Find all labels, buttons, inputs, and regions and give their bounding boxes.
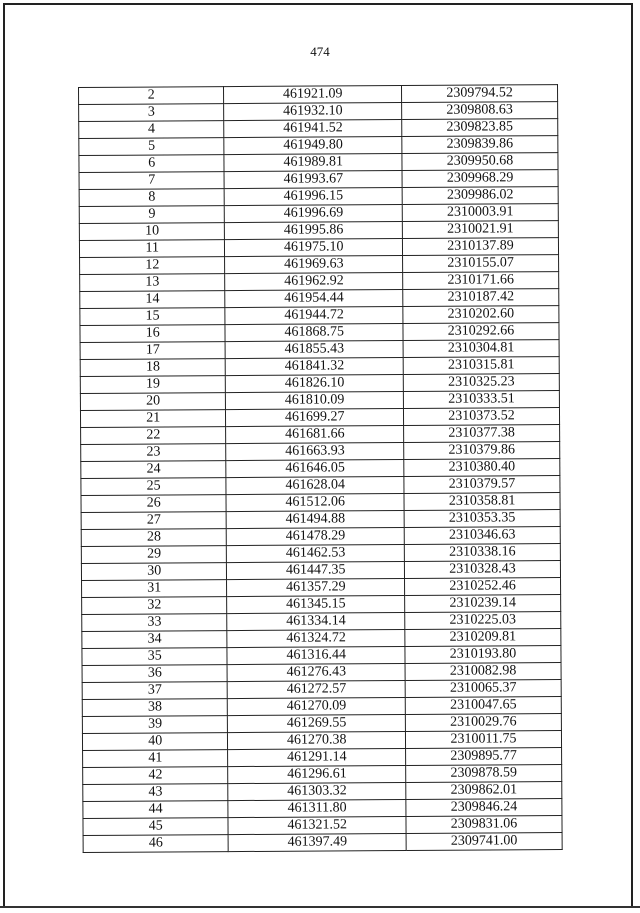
point-number-cell: 18 — [80, 359, 226, 377]
point-number-cell: 41 — [83, 750, 229, 768]
y-coordinate-cell: 2310003.91 — [402, 204, 558, 222]
y-coordinate-cell: 2309862.01 — [406, 782, 562, 800]
point-number-cell: 20 — [80, 393, 226, 411]
x-coordinate-cell: 461270.38 — [228, 732, 406, 750]
y-coordinate-cell: 2310193.80 — [405, 646, 561, 664]
table-row — [82, 646, 561, 666]
x-coordinate-cell: 461995.86 — [225, 222, 403, 240]
table-row — [80, 272, 559, 292]
table-row — [81, 561, 560, 581]
x-coordinate-cell: 461334.14 — [227, 613, 405, 631]
x-coordinate-cell: 461512.06 — [226, 494, 404, 512]
x-coordinate-cell: 461646.05 — [226, 460, 404, 478]
y-coordinate-cell: 2309839.86 — [402, 136, 558, 154]
point-number-cell: 24 — [81, 461, 227, 479]
point-number-cell: 12 — [80, 257, 226, 275]
x-coordinate-cell: 461954.44 — [225, 290, 403, 308]
point-number-cell: 43 — [83, 784, 229, 802]
point-number-cell: 28 — [81, 529, 227, 547]
point-number-cell: 23 — [81, 444, 227, 462]
y-coordinate-cell: 2310292.66 — [403, 323, 559, 341]
x-coordinate-cell: 461681.66 — [226, 426, 404, 444]
table-row — [82, 663, 561, 683]
x-coordinate-cell: 461932.10 — [224, 103, 402, 121]
y-coordinate-cell: 2309986.02 — [402, 187, 558, 205]
coordinates-table-body — [79, 85, 563, 853]
x-coordinate-cell: 461311.80 — [228, 800, 406, 818]
point-number-cell: 40 — [82, 733, 228, 751]
point-number-cell: 33 — [82, 614, 228, 632]
table-row — [82, 714, 561, 734]
y-coordinate-cell: 2310252.46 — [405, 578, 561, 596]
y-coordinate-cell: 2309808.63 — [402, 102, 558, 120]
y-coordinate-cell: 2309968.29 — [402, 170, 558, 188]
x-coordinate-cell: 461975.10 — [225, 239, 403, 257]
point-number-cell: 16 — [80, 325, 226, 343]
y-coordinate-cell: 2310011.75 — [405, 731, 561, 749]
point-number-cell: 26 — [81, 495, 227, 513]
table-row — [82, 595, 561, 615]
x-coordinate-cell: 461826.10 — [226, 375, 404, 393]
table-row — [79, 119, 558, 139]
x-coordinate-cell: 461962.92 — [225, 273, 403, 291]
x-coordinate-cell: 461296.61 — [228, 766, 406, 784]
page-number: 474 — [310, 44, 330, 59]
y-coordinate-cell: 2310137.89 — [402, 238, 558, 256]
x-coordinate-cell: 461462.53 — [227, 545, 405, 563]
point-number-cell: 2 — [79, 87, 225, 105]
point-number-cell: 27 — [81, 512, 227, 530]
x-coordinate-cell: 461944.72 — [225, 307, 403, 325]
table-row — [81, 510, 560, 530]
table-row — [80, 255, 559, 275]
x-coordinate-cell: 461316.44 — [227, 647, 405, 665]
point-number-cell: 19 — [80, 376, 226, 394]
x-coordinate-cell: 461272.57 — [228, 681, 406, 699]
y-coordinate-cell: 2310338.16 — [404, 544, 560, 562]
y-coordinate-cell: 2310358.81 — [404, 493, 560, 511]
x-coordinate-cell: 461996.15 — [225, 188, 403, 206]
y-coordinate-cell: 2310353.35 — [404, 510, 560, 528]
y-coordinate-cell: 2310171.66 — [403, 272, 559, 290]
y-coordinate-cell: 2310304.81 — [403, 340, 559, 358]
table-row — [79, 153, 558, 173]
point-number-cell: 35 — [82, 648, 228, 666]
y-coordinate-cell: 2310082.98 — [405, 663, 561, 681]
table-row — [82, 629, 561, 649]
table-row — [82, 697, 561, 717]
point-number-cell: 38 — [82, 699, 228, 717]
point-number-cell: 30 — [81, 563, 227, 581]
x-coordinate-cell: 461270.09 — [228, 698, 406, 716]
table-row — [82, 680, 561, 700]
x-coordinate-cell: 461357.29 — [227, 579, 405, 597]
x-coordinate-cell: 461941.52 — [224, 120, 402, 138]
x-coordinate-cell: 461855.43 — [225, 341, 403, 359]
point-number-cell: 31 — [82, 580, 228, 598]
y-coordinate-cell: 2310333.51 — [403, 391, 559, 409]
x-coordinate-cell: 461993.67 — [224, 171, 402, 189]
x-coordinate-cell: 461478.29 — [227, 528, 405, 546]
point-number-cell: 3 — [79, 104, 225, 122]
point-number-cell: 14 — [80, 291, 226, 309]
point-number-cell: 6 — [79, 155, 225, 173]
point-number-cell: 11 — [79, 240, 225, 258]
y-coordinate-cell: 2309823.85 — [402, 119, 558, 137]
point-number-cell: 8 — [79, 189, 225, 207]
table-row — [79, 187, 558, 207]
table-row — [79, 136, 558, 156]
point-number-cell: 32 — [82, 597, 228, 615]
y-coordinate-cell: 2310380.40 — [404, 459, 560, 477]
table-row — [83, 748, 562, 768]
table-row — [82, 731, 561, 751]
y-coordinate-cell: 2310315.81 — [403, 357, 559, 375]
y-coordinate-cell: 2310373.52 — [404, 408, 560, 426]
table-row — [79, 238, 558, 258]
table-row — [79, 85, 558, 105]
y-coordinate-cell: 2310202.60 — [403, 306, 559, 324]
point-number-cell: 25 — [81, 478, 227, 496]
point-number-cell: 9 — [79, 206, 225, 224]
table-row — [82, 612, 561, 632]
table-row — [79, 221, 558, 241]
point-number-cell: 17 — [80, 342, 226, 360]
y-coordinate-cell: 2310239.14 — [405, 595, 561, 613]
x-coordinate-cell: 461699.27 — [226, 409, 404, 427]
y-coordinate-cell: 2309794.52 — [402, 85, 558, 103]
x-coordinate-cell: 461303.32 — [228, 783, 406, 801]
point-number-cell: 46 — [83, 835, 229, 853]
table-row — [81, 527, 560, 547]
y-coordinate-cell: 2309831.06 — [406, 816, 562, 834]
table-row — [83, 782, 562, 802]
y-coordinate-cell: 2310379.57 — [404, 476, 560, 494]
x-coordinate-cell: 461324.72 — [227, 630, 405, 648]
y-coordinate-cell: 2309950.68 — [402, 153, 558, 171]
point-number-cell: 39 — [82, 716, 228, 734]
point-number-cell: 44 — [83, 801, 229, 819]
y-coordinate-cell: 2310047.65 — [405, 697, 561, 715]
table-row — [79, 170, 558, 190]
point-number-cell: 29 — [81, 546, 227, 564]
y-coordinate-cell: 2309846.24 — [406, 799, 562, 817]
point-number-cell: 13 — [80, 274, 226, 292]
point-number-cell: 36 — [82, 665, 228, 683]
table-row — [83, 799, 562, 819]
x-coordinate-cell: 461269.55 — [228, 715, 406, 733]
table-row — [83, 833, 562, 853]
x-coordinate-cell: 461663.93 — [226, 443, 404, 461]
x-coordinate-cell: 461628.04 — [226, 477, 404, 495]
table-row — [79, 102, 558, 122]
x-coordinate-cell: 461291.14 — [228, 749, 406, 767]
x-coordinate-cell: 461810.09 — [226, 392, 404, 410]
y-coordinate-cell: 2310377.38 — [404, 425, 560, 443]
point-number-cell: 7 — [79, 172, 225, 190]
point-number-cell: 15 — [80, 308, 226, 326]
y-coordinate-cell: 2310379.86 — [404, 442, 560, 460]
y-coordinate-cell: 2310065.37 — [405, 680, 561, 698]
x-coordinate-cell: 461345.15 — [227, 596, 405, 614]
point-number-cell: 10 — [79, 223, 225, 241]
point-number-cell: 4 — [79, 121, 225, 139]
x-coordinate-cell: 461921.09 — [224, 86, 402, 104]
point-number-cell: 37 — [82, 682, 228, 700]
table-row — [83, 765, 562, 785]
x-coordinate-cell: 461447.35 — [227, 562, 405, 580]
y-coordinate-cell: 2310225.03 — [405, 612, 561, 630]
page-bottom-border — [0, 906, 640, 908]
point-number-cell: 22 — [81, 427, 227, 445]
y-coordinate-cell: 2310155.07 — [403, 255, 559, 273]
x-coordinate-cell: 461494.88 — [227, 511, 405, 529]
table-row — [83, 816, 562, 836]
x-coordinate-cell: 461989.81 — [224, 154, 402, 172]
y-coordinate-cell: 2310325.23 — [403, 374, 559, 392]
y-coordinate-cell: 2309878.59 — [406, 765, 562, 783]
table-row — [82, 578, 561, 598]
x-coordinate-cell: 461969.63 — [225, 256, 403, 274]
y-coordinate-cell: 2310187.42 — [403, 289, 559, 307]
table-row — [81, 544, 560, 564]
x-coordinate-cell: 461996.69 — [225, 205, 403, 223]
x-coordinate-cell: 461397.49 — [229, 834, 407, 852]
y-coordinate-cell: 2310346.63 — [404, 527, 560, 545]
y-coordinate-cell: 2310021.91 — [402, 221, 558, 239]
x-coordinate-cell: 461276.43 — [227, 664, 405, 682]
point-number-cell: 5 — [79, 138, 225, 156]
x-coordinate-cell: 461868.75 — [225, 324, 403, 342]
point-number-cell: 42 — [83, 767, 229, 785]
point-number-cell: 45 — [83, 818, 229, 836]
y-coordinate-cell: 2309895.77 — [406, 748, 562, 766]
table-row — [79, 204, 558, 224]
coordinates-table — [78, 84, 563, 853]
y-coordinate-cell: 2310209.81 — [405, 629, 561, 647]
x-coordinate-cell: 461321.52 — [228, 817, 406, 835]
x-coordinate-cell: 461949.80 — [224, 137, 402, 155]
point-number-cell: 21 — [80, 410, 226, 428]
y-coordinate-cell: 2309741.00 — [406, 833, 562, 851]
y-coordinate-cell: 2310029.76 — [405, 714, 561, 732]
x-coordinate-cell: 461841.32 — [226, 358, 404, 376]
point-number-cell: 34 — [82, 631, 228, 649]
y-coordinate-cell: 2310328.43 — [404, 561, 560, 579]
